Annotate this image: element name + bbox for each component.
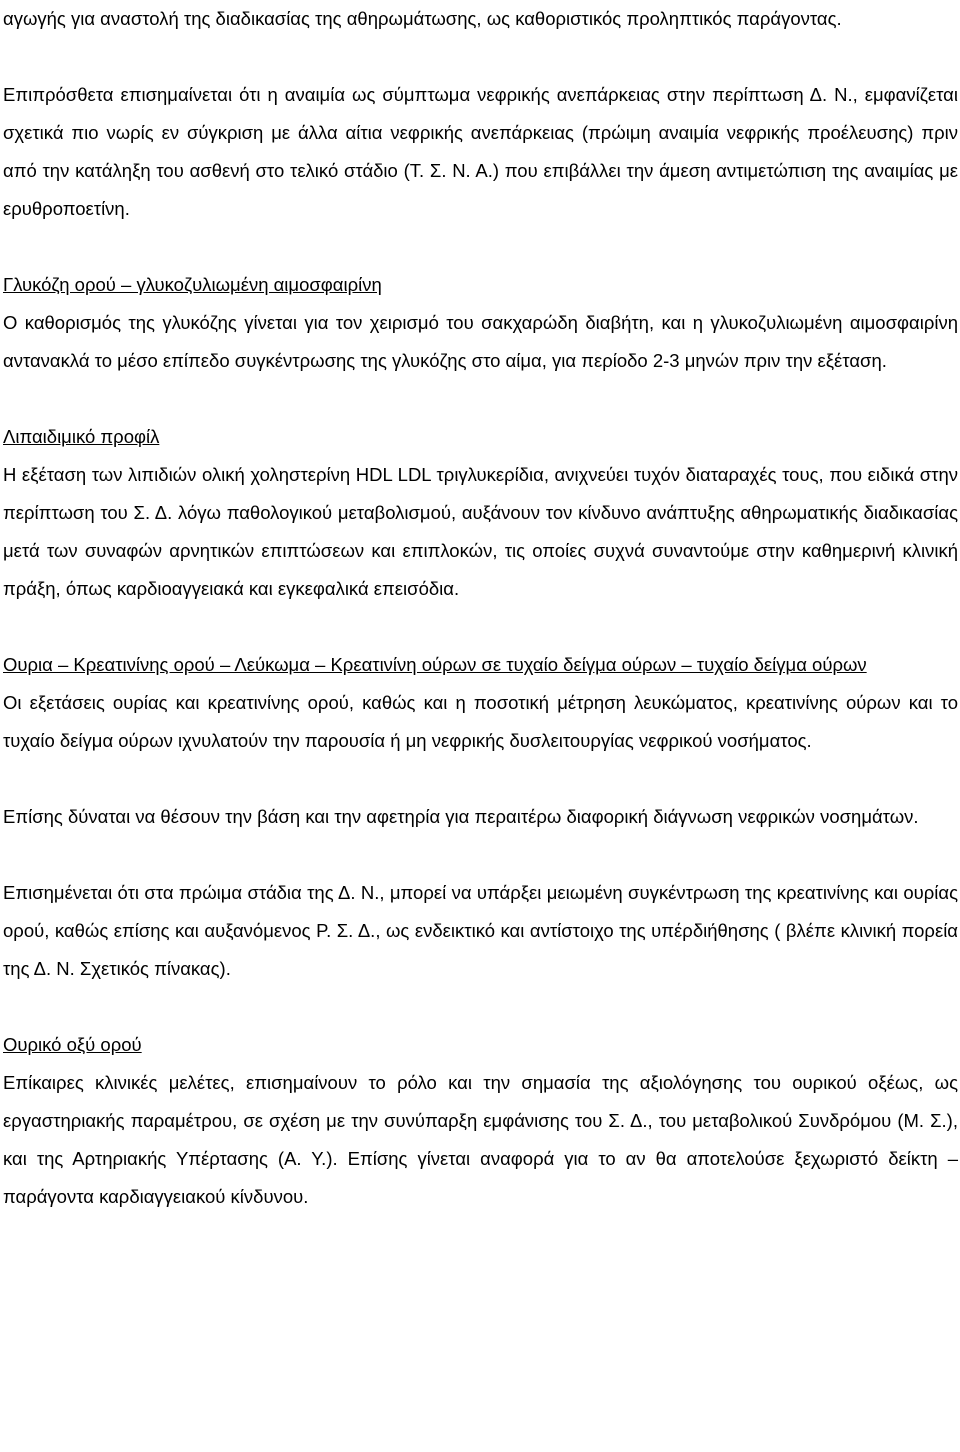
section-paragraph-urea-creatinine-2: Επίσης δύναται να θέσουν την βάση και την αφετηρία για περαιτέρω διαφορική διάγνωση νεφρικών νοσημάτων. (3, 806, 919, 827)
spacer (3, 988, 958, 1026)
spacer (3, 608, 958, 646)
section-heading-glucose: Γλυκόζη ορού – γλυκοζυλιωμένη αιμοσφαιρίνη (3, 274, 382, 295)
section-paragraph-urea-creatinine-3: Επισημένεται ότι στα πρώιμα στάδια της Δ. Ν., μπορεί να υπάρξει μειωμένη συγκέντρωση της κρεατινίνης και ουρίας ορού, καθώς επίσης και αυξανόμενος Ρ. Σ. Δ., ως ενδεικτικό και αντίστοιχο της υπέρδιήθησης ( βλέπε κλινική πορεία της Δ. Ν. Σχετικός πίνακας). (3, 882, 958, 979)
section-paragraph-urea-creatinine-1: Οι εξετάσεις ουρίας και κρεατινίνης ορού, καθώς και η ποσοτική μέτρηση λευκώματος, κρεατινίνης ούρων και το τυχαίο δείγμα ούρων ιχνυλατούν την παρουσία ή μη νεφρικής δυσλειτουργίας νεφρικού νοσήματος. (3, 692, 958, 751)
section-heading-uric-acid: Ουρικό οξύ ορού (3, 1034, 142, 1055)
spacer (3, 760, 958, 798)
section-heading-urea-creatinine: Ουρια – Κρεατινίνης ορού – Λεύκωμα – Κρεατινίνη ούρων σε τυχαίο δείγμα ούρων – τυχαίο δείγμα ούρων (3, 654, 867, 675)
intro-paragraph: αγωγής για αναστολή της διαδικασίας της αθηρωμάτωσης, ως καθοριστικός προληπτικός παράγοντας. (3, 8, 842, 29)
section-paragraph-glucose: Ο καθορισμός της γλυκόζης γίνεται για τον χειρισμό του σακχαρώδη διαβήτη, και η γλυκοζυλιωμένη αιμοσφαιρίνη αντανακλά το μέσο επίπεδο συγκέντρωσης της γλυκόζης στο αίμα, για περίοδο 2-3 μηνών πριν την εξέταση. (3, 312, 958, 371)
spacer (3, 228, 958, 266)
anemia-paragraph: Επιπρόσθετα επισημαίνεται ότι η αναιμία ως σύμπτωμα νεφρικής ανεπάρκειας στην περίπτωση Δ. Ν., εμφανίζεται σχετικά πιο νωρίς εν σύγκριση με άλλα αίτια νεφρικής ανεπάρκειας (πρώιμη αναιμία νεφρικής προέλευσης) πριν από την κατάληξη του ασθενή στο τελικό στάδιο (Τ. Σ. Ν. Α.) που επιβάλλει την άμεση αντιμετώπιση της αναιμίας με ερυθροποετίνη. (3, 84, 958, 219)
section-paragraph-lipid-profile: Η εξέταση των λιπιδιών ολική χοληστερίνη HDL LDL τριγλυκερίδια, ανιχνεύει τυχόν διαταραχές τους, που ειδικά στην περίπτωση του Σ. Δ. λόγω παθολογικού μεταβολισμού, αυξάνουν τον κίνδυνο ανάπτυξης αθηρωματικής διαδικασίας μετά των συναφών αρνητικών επιπτώσεων και επιπλοκών, τις οποίες συχνά συναντούμε στην καθημερινή κλινική πράξη, όπως καρδιοαγγειακά και εγκεφαλικά επεισόδια. (3, 464, 958, 599)
spacer (3, 836, 958, 874)
spacer (3, 380, 958, 418)
spacer (3, 38, 958, 76)
section-heading-lipid-profile: Λιπαιδιμικό προφίλ (3, 426, 160, 447)
section-paragraph-uric-acid: Επίκαιρες κλινικές μελέτες, επισημαίνουν το ρόλο και την σημασία της αξιολόγησης του ουρικού οξέως, ως εργαστηριακής παραμέτρου, σε σχέση με την συνύπαρξη εμφάνισης του Σ. Δ., του μεταβολικού Συνδρόμου (Μ. Σ.), και της Αρτηριακής Υπέρτασης (Α. Υ.). Επίσης γίνεται αναφορά για το αν θα αποτελούσε ξεχωριστό δείκτη – παράγοντα καρδιαγγειακού κίνδυνου. (3, 1072, 958, 1207)
